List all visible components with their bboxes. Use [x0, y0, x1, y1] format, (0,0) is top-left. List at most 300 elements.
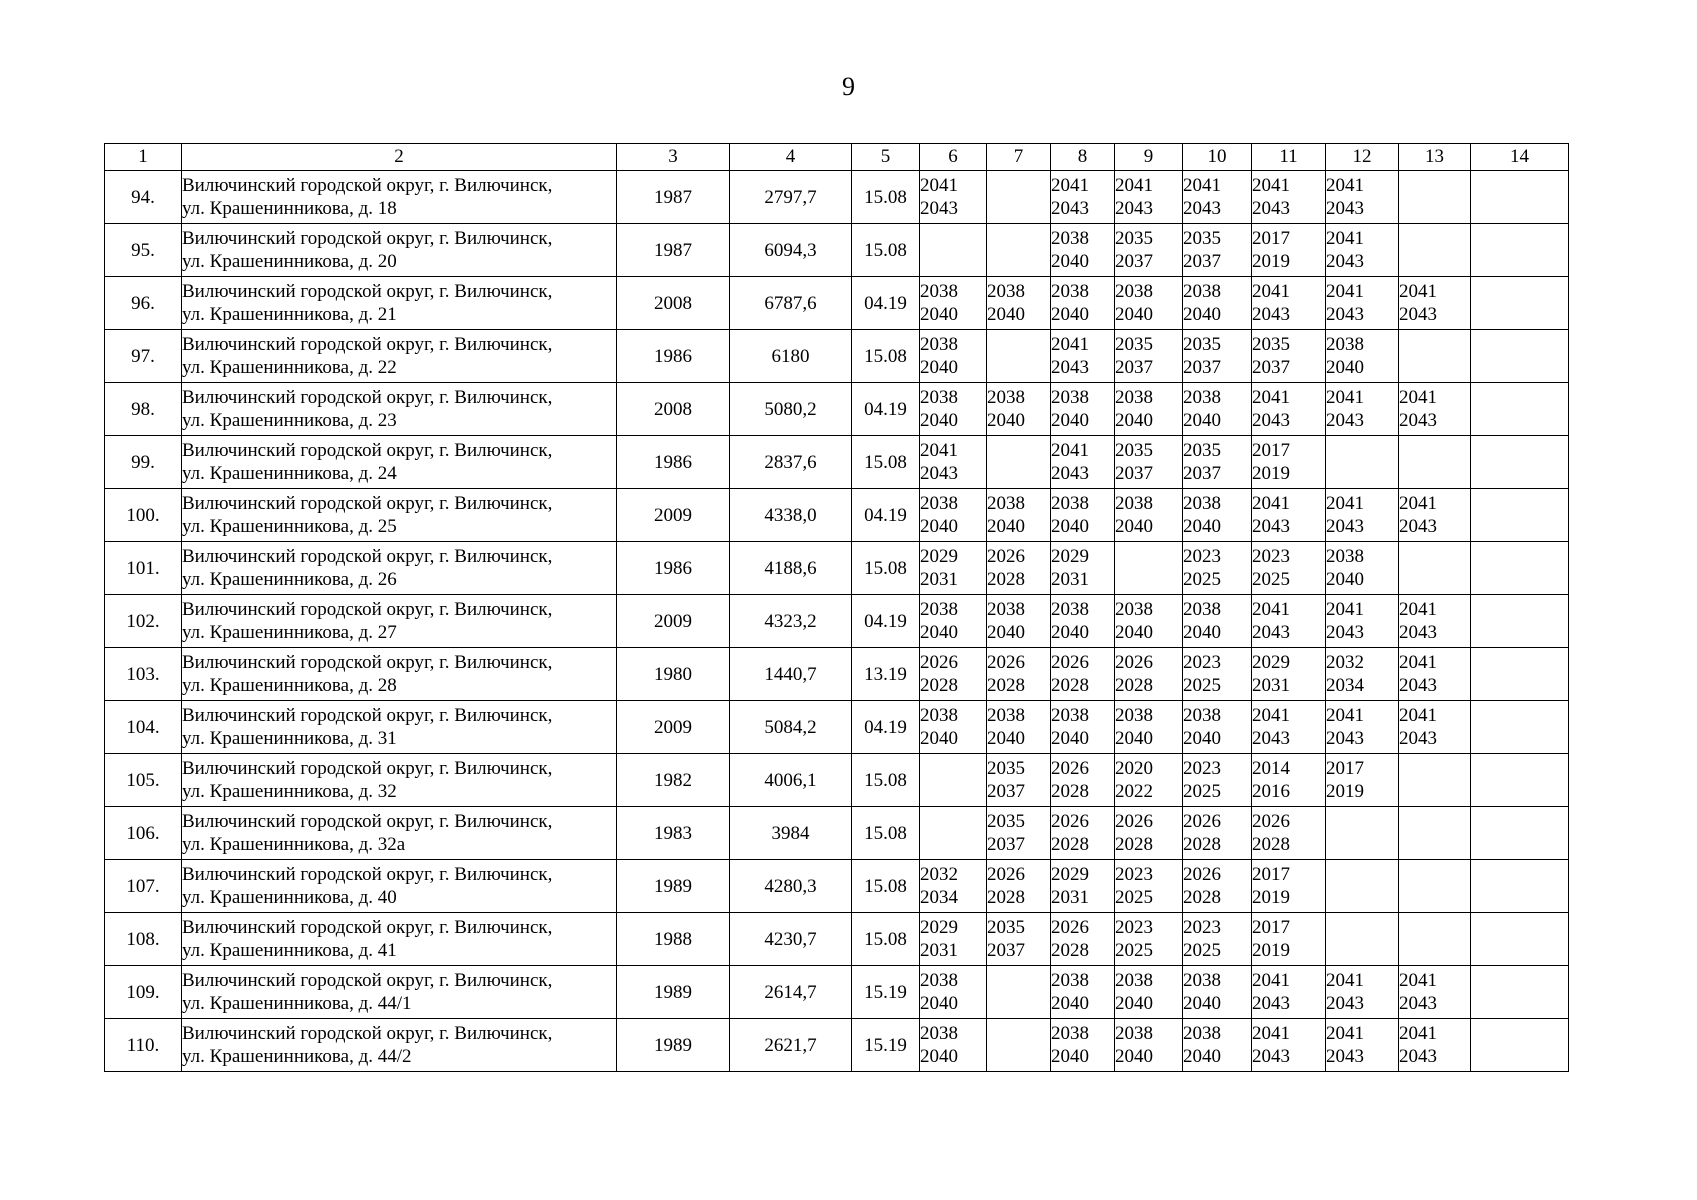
period-cell	[1399, 171, 1471, 224]
period-start: 2035	[987, 758, 1025, 779]
address-cell	[182, 224, 617, 277]
period-cell	[1399, 595, 1471, 648]
period-end: 2043	[920, 463, 958, 484]
period-start: 2041	[1326, 387, 1364, 408]
period-end: 2037	[1183, 357, 1221, 378]
address-line: Вилючинский городской округ, г. Вилючинск,	[182, 334, 553, 355]
period-cell	[1051, 489, 1115, 542]
period-end: 2031	[1051, 887, 1089, 908]
period-cell	[987, 171, 1051, 224]
period-end: 2025	[1115, 887, 1153, 908]
period-start: 2041	[1326, 493, 1364, 514]
period-start: 2041	[1399, 387, 1437, 408]
period-end: 2019	[1252, 887, 1290, 908]
period-start: 2035	[1115, 334, 1153, 355]
period-start: 2017	[1252, 917, 1290, 938]
period-cell	[920, 383, 987, 436]
period-cell	[1183, 860, 1252, 913]
period-cell	[1399, 224, 1471, 277]
table-body	[105, 144, 1569, 1072]
period-end: 2040	[1326, 569, 1364, 590]
period-end: 2025	[1183, 940, 1221, 961]
period-cell	[1252, 436, 1326, 489]
period-start: 2041	[1252, 1023, 1290, 1044]
period-start: 2038	[1183, 387, 1221, 408]
period-end: 2025	[1183, 675, 1221, 696]
period-cell	[1051, 330, 1115, 383]
period-start: 2041	[1115, 175, 1153, 196]
period-cell	[1471, 648, 1569, 701]
period-end: 2040	[1051, 410, 1089, 431]
period-end: 2028	[1183, 887, 1221, 908]
period-end: 2040	[920, 728, 958, 749]
year-cell: 1983	[617, 807, 730, 860]
period-end: 2031	[1252, 675, 1290, 696]
period-end: 2043	[1326, 410, 1364, 431]
column-header: 13	[1399, 144, 1471, 171]
area-cell: 4280,3	[730, 860, 852, 913]
row-number-cell: 99.	[105, 436, 182, 489]
row-number-cell: 104.	[105, 701, 182, 754]
address-line: Вилючинский городской округ, г. Вилючинск,	[182, 281, 553, 302]
period-cell	[1399, 383, 1471, 436]
area-cell: 4323,2	[730, 595, 852, 648]
address-cell	[182, 1019, 617, 1072]
period-cell	[1399, 277, 1471, 330]
period-cell	[1115, 383, 1183, 436]
period-cell	[1326, 913, 1399, 966]
period-cell	[987, 436, 1051, 489]
period-end: 2040	[920, 993, 958, 1014]
period-cell	[1252, 542, 1326, 595]
period-cell	[1115, 1019, 1183, 1072]
period-end: 2037	[1183, 463, 1221, 484]
address-line: Вилючинский городской округ, г. Вилючинск,	[182, 970, 553, 991]
period-start: 2038	[920, 493, 958, 514]
period-cell	[1252, 1019, 1326, 1072]
period-start: 2041	[1399, 705, 1437, 726]
period-cell	[1051, 542, 1115, 595]
period-start: 2029	[920, 917, 958, 938]
address-cell	[182, 595, 617, 648]
period-end: 2031	[920, 569, 958, 590]
period-cell	[1051, 648, 1115, 701]
period-cell	[1471, 224, 1569, 277]
period-start: 2026	[1051, 917, 1089, 938]
period-cell	[1051, 860, 1115, 913]
period-end: 2043	[1399, 1046, 1437, 1067]
period-end: 2040	[1051, 516, 1089, 537]
period-cell	[920, 913, 987, 966]
period-start: 2017	[1252, 440, 1290, 461]
area-cell: 5080,2	[730, 383, 852, 436]
period-start: 2038	[1183, 599, 1221, 620]
period-end: 2028	[1051, 781, 1089, 802]
period-end: 2043	[1252, 1046, 1290, 1067]
code-cell: 15.08	[852, 913, 920, 966]
table-row	[105, 966, 1569, 1019]
period-end: 2028	[1183, 834, 1221, 855]
period-cell	[1183, 913, 1252, 966]
period-end: 2043	[1252, 516, 1290, 537]
area-cell: 6094,3	[730, 224, 852, 277]
address-line: ул. Крашенинникова, д. 25	[182, 516, 397, 537]
period-cell	[1115, 701, 1183, 754]
period-end: 2037	[1115, 357, 1153, 378]
code-cell: 15.19	[852, 966, 920, 1019]
area-cell: 5084,2	[730, 701, 852, 754]
period-end: 2040	[920, 410, 958, 431]
address-cell	[182, 171, 617, 224]
period-cell	[1115, 913, 1183, 966]
year-cell: 1987	[617, 171, 730, 224]
period-start: 2041	[1326, 1023, 1364, 1044]
period-cell	[1051, 224, 1115, 277]
period-cell	[1183, 754, 1252, 807]
column-header: 14	[1471, 144, 1569, 171]
area-cell: 2621,7	[730, 1019, 852, 1072]
period-cell	[1115, 489, 1183, 542]
period-cell	[920, 701, 987, 754]
period-cell	[1471, 754, 1569, 807]
period-end: 2040	[1115, 1046, 1153, 1067]
period-start: 2029	[1051, 864, 1089, 885]
period-end: 2043	[1326, 516, 1364, 537]
period-end: 2040	[1115, 304, 1153, 325]
period-cell	[1326, 542, 1399, 595]
period-end: 2043	[1326, 304, 1364, 325]
data-table	[104, 143, 1569, 1072]
period-end: 2040	[1183, 728, 1221, 749]
period-cell	[1183, 542, 1252, 595]
period-start: 2038	[987, 387, 1025, 408]
period-start: 2038	[987, 281, 1025, 302]
code-cell: 04.19	[852, 701, 920, 754]
period-cell	[1399, 754, 1471, 807]
period-cell	[1115, 171, 1183, 224]
address-line: Вилючинский городской округ, г. Вилючинск,	[182, 1023, 553, 1044]
period-end: 2025	[1183, 569, 1221, 590]
period-end: 2040	[1051, 993, 1089, 1014]
year-cell: 1980	[617, 648, 730, 701]
period-end: 2040	[987, 304, 1025, 325]
year-cell: 1989	[617, 966, 730, 1019]
column-header: 5	[852, 144, 920, 171]
period-cell	[920, 436, 987, 489]
address-cell	[182, 489, 617, 542]
period-cell	[1326, 648, 1399, 701]
period-end: 2043	[1115, 198, 1153, 219]
year-cell: 2009	[617, 701, 730, 754]
period-cell	[1115, 648, 1183, 701]
period-start: 2026	[1183, 864, 1221, 885]
period-start: 2026	[1051, 652, 1089, 673]
address-line: Вилючинский городской округ, г. Вилючинск,	[182, 599, 553, 620]
period-cell	[1183, 648, 1252, 701]
period-start: 2029	[1051, 546, 1089, 567]
code-cell: 04.19	[852, 383, 920, 436]
period-start: 2041	[1051, 334, 1089, 355]
period-cell	[920, 330, 987, 383]
column-header: 7	[987, 144, 1051, 171]
address-cell	[182, 383, 617, 436]
address-line: ул. Крашенинникова, д. 27	[182, 622, 397, 643]
address-line: ул. Крашенинникова, д. 31	[182, 728, 397, 749]
period-cell	[920, 224, 987, 277]
period-start: 2041	[1252, 599, 1290, 620]
area-cell: 4006,1	[730, 754, 852, 807]
row-number-cell: 94.	[105, 171, 182, 224]
table-row	[105, 171, 1569, 224]
period-cell	[1051, 966, 1115, 1019]
period-end: 2034	[920, 887, 958, 908]
period-end: 2043	[1051, 463, 1089, 484]
period-start: 2041	[1183, 175, 1221, 196]
period-cell	[1252, 754, 1326, 807]
row-number-cell: 105.	[105, 754, 182, 807]
period-cell	[1399, 330, 1471, 383]
period-start: 2038	[1115, 970, 1153, 991]
period-end: 2040	[920, 516, 958, 537]
column-header: 8	[1051, 144, 1115, 171]
row-number-cell: 98.	[105, 383, 182, 436]
period-start: 2026	[987, 652, 1025, 673]
period-end: 2040	[987, 728, 1025, 749]
table-row	[105, 542, 1569, 595]
period-cell	[1252, 595, 1326, 648]
period-end: 2043	[1399, 675, 1437, 696]
period-end: 2040	[1115, 728, 1153, 749]
address-line: Вилючинский городской округ, г. Вилючинск,	[182, 175, 553, 196]
period-start: 2038	[1051, 281, 1089, 302]
year-cell: 1982	[617, 754, 730, 807]
address-cell	[182, 436, 617, 489]
address-line: Вилючинский городской округ, г. Вилючинск,	[182, 705, 553, 726]
area-cell: 4338,0	[730, 489, 852, 542]
period-start: 2029	[1252, 652, 1290, 673]
address-line: Вилючинский городской округ, г. Вилючинск,	[182, 440, 553, 461]
period-start: 2038	[1115, 1023, 1153, 1044]
period-start: 2041	[1399, 493, 1437, 514]
area-cell: 6787,6	[730, 277, 852, 330]
period-cell	[987, 701, 1051, 754]
address-line: ул. Крашенинникова, д. 44/1	[182, 993, 412, 1014]
address-cell	[182, 913, 617, 966]
code-cell: 15.08	[852, 330, 920, 383]
period-end: 2043	[920, 198, 958, 219]
period-end: 2043	[1326, 1046, 1364, 1067]
period-cell	[1399, 913, 1471, 966]
period-start: 2035	[1115, 228, 1153, 249]
column-header: 3	[617, 144, 730, 171]
address-line: ул. Крашенинникова, д. 24	[182, 463, 397, 484]
row-number-cell: 97.	[105, 330, 182, 383]
period-start: 2023	[1183, 917, 1221, 938]
period-end: 2043	[1326, 198, 1364, 219]
area-cell: 4230,7	[730, 913, 852, 966]
period-start: 2035	[987, 917, 1025, 938]
period-cell	[1399, 1019, 1471, 1072]
period-cell	[987, 224, 1051, 277]
period-cell	[1326, 595, 1399, 648]
period-end: 2043	[1399, 410, 1437, 431]
period-end: 2019	[1252, 940, 1290, 961]
period-cell	[1183, 436, 1252, 489]
period-start: 2041	[1399, 970, 1437, 991]
period-cell	[1183, 383, 1252, 436]
row-number-cell: 110.	[105, 1019, 182, 1072]
period-cell	[1252, 171, 1326, 224]
period-cell	[1399, 807, 1471, 860]
period-start: 2035	[1183, 228, 1221, 249]
period-start: 2038	[1115, 599, 1153, 620]
period-end: 2028	[1115, 834, 1153, 855]
period-end: 2040	[920, 357, 958, 378]
period-end: 2040	[1051, 251, 1089, 272]
period-cell	[1471, 860, 1569, 913]
period-start: 2017	[1326, 758, 1364, 779]
period-start: 2017	[1252, 864, 1290, 885]
period-end: 2040	[920, 622, 958, 643]
period-cell	[1326, 277, 1399, 330]
period-start: 2038	[1051, 1023, 1089, 1044]
address-line: Вилючинский городской округ, г. Вилючинск,	[182, 387, 553, 408]
period-cell	[987, 966, 1051, 1019]
period-start: 2026	[920, 652, 958, 673]
period-start: 2041	[1326, 228, 1364, 249]
period-end: 2040	[1051, 622, 1089, 643]
period-cell	[1399, 489, 1471, 542]
code-cell: 15.08	[852, 860, 920, 913]
period-start: 2038	[920, 970, 958, 991]
row-number-cell: 108.	[105, 913, 182, 966]
period-cell	[1183, 171, 1252, 224]
area-cell: 3984	[730, 807, 852, 860]
table-row	[105, 807, 1569, 860]
period-cell	[1326, 807, 1399, 860]
period-start: 2026	[1183, 811, 1221, 832]
period-cell	[1115, 542, 1183, 595]
period-cell	[1115, 754, 1183, 807]
row-number-cell: 100.	[105, 489, 182, 542]
period-start: 2023	[1183, 546, 1221, 567]
period-end: 2040	[987, 622, 1025, 643]
code-cell: 13.19	[852, 648, 920, 701]
period-end: 2031	[1051, 569, 1089, 590]
period-start: 2041	[1051, 175, 1089, 196]
period-end: 2037	[1115, 251, 1153, 272]
column-header: 10	[1183, 144, 1252, 171]
period-end: 2040	[1183, 304, 1221, 325]
period-cell	[1399, 648, 1471, 701]
period-end: 2043	[1252, 304, 1290, 325]
period-cell	[1399, 860, 1471, 913]
period-end: 2040	[1183, 1046, 1221, 1067]
period-cell	[1115, 277, 1183, 330]
period-start: 2038	[1183, 705, 1221, 726]
period-cell	[1326, 1019, 1399, 1072]
area-cell: 2837,6	[730, 436, 852, 489]
period-cell	[1471, 1019, 1569, 1072]
year-cell: 2008	[617, 383, 730, 436]
row-number-cell: 102.	[105, 595, 182, 648]
period-cell	[1399, 436, 1471, 489]
area-cell: 1440,7	[730, 648, 852, 701]
period-end: 2040	[987, 516, 1025, 537]
period-start: 2038	[1115, 705, 1153, 726]
period-cell	[1326, 489, 1399, 542]
period-cell	[1399, 701, 1471, 754]
address-line: ул. Крашенинникова, д. 23	[182, 410, 397, 431]
period-start: 2041	[1252, 970, 1290, 991]
period-cell	[1326, 860, 1399, 913]
year-cell: 2008	[617, 277, 730, 330]
period-cell	[1115, 860, 1183, 913]
year-cell: 1988	[617, 913, 730, 966]
period-start: 2014	[1252, 758, 1290, 779]
period-cell	[1471, 913, 1569, 966]
period-start: 2038	[1115, 387, 1153, 408]
period-cell	[1471, 277, 1569, 330]
period-cell	[987, 1019, 1051, 1072]
period-start: 2041	[1326, 175, 1364, 196]
address-cell	[182, 966, 617, 1019]
period-cell	[1115, 224, 1183, 277]
period-end: 2040	[1115, 622, 1153, 643]
year-cell: 1986	[617, 330, 730, 383]
period-start: 2038	[987, 599, 1025, 620]
address-cell	[182, 860, 617, 913]
period-start: 2041	[1252, 493, 1290, 514]
period-end: 2043	[1326, 251, 1364, 272]
period-start: 2041	[1252, 387, 1290, 408]
column-header: 11	[1252, 144, 1326, 171]
period-start: 2041	[1326, 705, 1364, 726]
period-start: 2038	[920, 599, 958, 620]
period-cell	[920, 860, 987, 913]
period-start: 2029	[920, 546, 958, 567]
row-number-cell: 96.	[105, 277, 182, 330]
period-start: 2038	[1051, 599, 1089, 620]
period-cell	[1183, 701, 1252, 754]
period-cell	[987, 330, 1051, 383]
period-start: 2041	[920, 175, 958, 196]
period-end: 2040	[1115, 993, 1153, 1014]
period-end: 2037	[1252, 357, 1290, 378]
period-start: 2038	[920, 387, 958, 408]
period-start: 2023	[1183, 652, 1221, 673]
period-end: 2025	[1115, 940, 1153, 961]
period-start: 2038	[1183, 1023, 1221, 1044]
period-cell	[1471, 436, 1569, 489]
year-cell: 1986	[617, 436, 730, 489]
period-cell	[987, 383, 1051, 436]
address-line: Вилючинский городской округ, г. Вилючинск,	[182, 811, 553, 832]
period-start: 2038	[1183, 970, 1221, 991]
period-end: 2031	[920, 940, 958, 961]
address-line: Вилючинский городской округ, г. Вилючинск,	[182, 546, 553, 567]
period-end: 2028	[987, 887, 1025, 908]
period-end: 2037	[1183, 251, 1221, 272]
table-row	[105, 224, 1569, 277]
period-cell	[1399, 966, 1471, 1019]
period-cell	[1326, 701, 1399, 754]
address-line: Вилючинский городской округ, г. Вилючинск,	[182, 228, 553, 249]
period-cell	[920, 648, 987, 701]
period-end: 2043	[1399, 993, 1437, 1014]
period-end: 2040	[920, 304, 958, 325]
period-end: 2043	[1399, 304, 1437, 325]
